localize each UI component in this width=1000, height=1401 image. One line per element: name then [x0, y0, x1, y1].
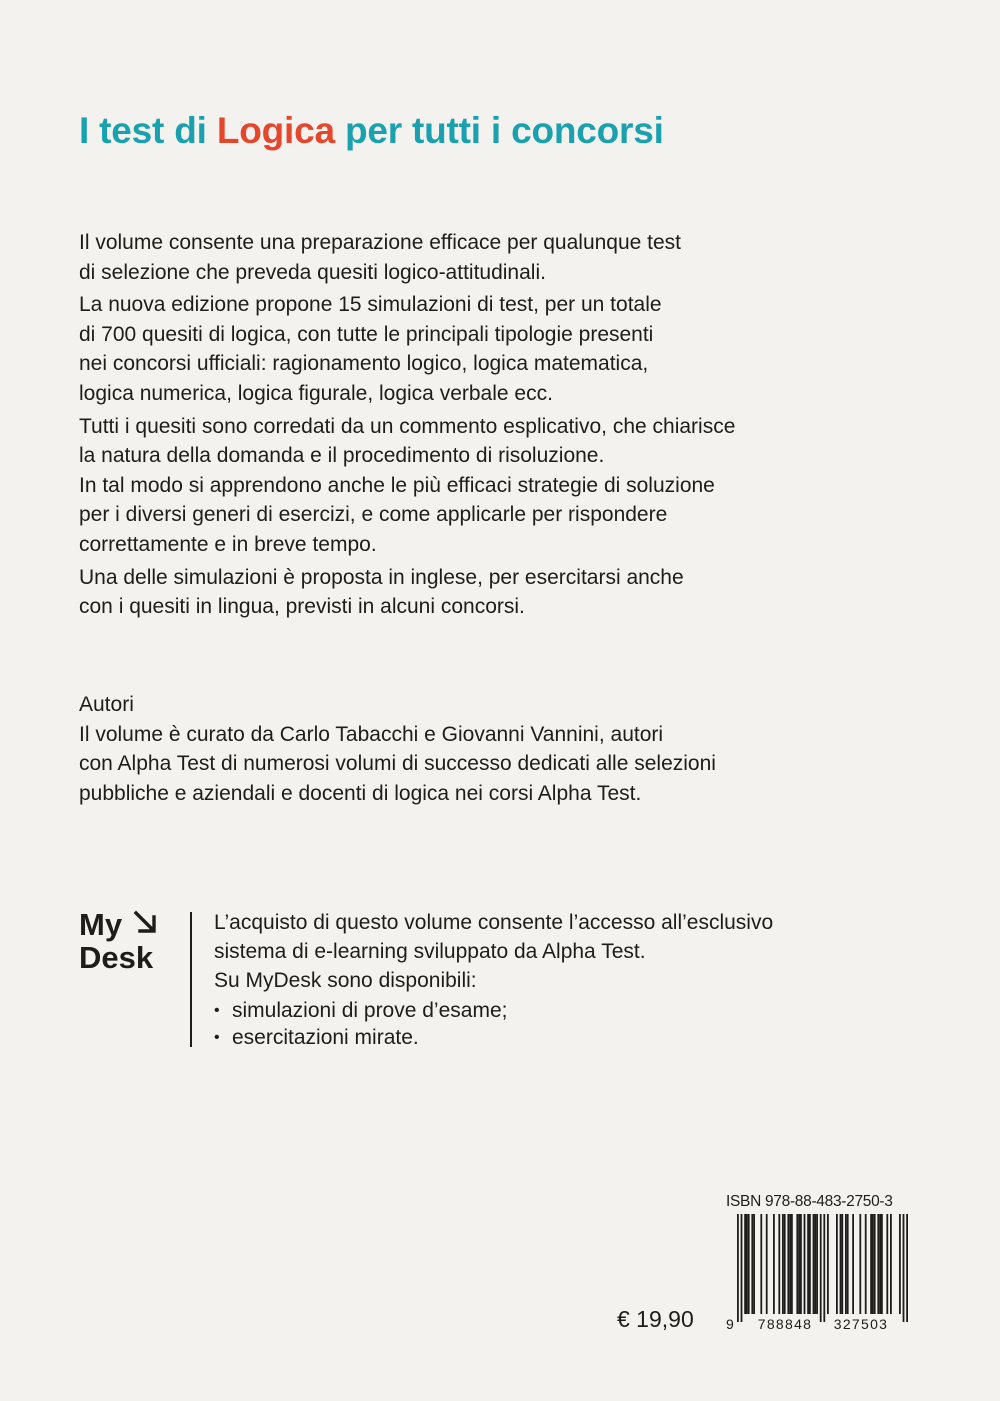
barcode-bar [859, 1214, 861, 1314]
description-line: di selezione che preveda quesiti logico-attitudinali. [79, 260, 546, 284]
barcode-bar [784, 1214, 786, 1314]
barcode-bar [773, 1214, 775, 1314]
barcode-bar [753, 1214, 755, 1314]
description-line: In tal modo si apprendono anche le più efficaci strategie di soluzione [79, 473, 715, 497]
barcode-bar [820, 1214, 822, 1322]
barcode-bar [906, 1214, 908, 1322]
barcode-bar [807, 1214, 809, 1314]
barcode-bar [890, 1214, 892, 1314]
mydesk-line: sistema di e-learning sviluppato da Alpha Test. [214, 940, 646, 963]
barcode-bar [816, 1214, 818, 1314]
description [79, 228, 879, 625]
barcode-bar [899, 1214, 901, 1314]
list-item [214, 1024, 914, 1051]
barcode-bar [800, 1214, 802, 1314]
barcode-bar [748, 1214, 750, 1314]
mydesk-logo-desk: Desk [79, 940, 154, 975]
bullet-icon: • [214, 1002, 220, 1019]
description-line: Il volume consente una preparazione efficace per qualunque test [79, 231, 682, 254]
barcode-bar [872, 1214, 874, 1314]
authors-line: Il volume è curato da Carlo Tabacchi e Giovanni Vannini, autori [79, 722, 664, 746]
barcode-bar [741, 1214, 743, 1322]
barcode-bar [787, 1214, 789, 1314]
barcode-bar [845, 1214, 847, 1314]
description-line: per i diversi generi di esercizi, e come applicarle per rispondere [79, 503, 668, 527]
barcode-right-digits: 327503 [833, 1316, 889, 1332]
barcode-bar [881, 1214, 883, 1314]
arrow-down-right-icon [132, 909, 160, 937]
barcode-bar [813, 1214, 815, 1314]
barcode-bar [744, 1214, 746, 1314]
description-paragraph [79, 412, 879, 560]
title-highlight: Logica [216, 110, 335, 151]
barcode-bar [751, 1214, 753, 1314]
isbn-label: ISBN 978-88-483-2750-3 [726, 1193, 893, 1210]
barcode-bar [814, 1214, 816, 1314]
barcode-bars [737, 1214, 908, 1322]
barcode-bar [823, 1214, 825, 1322]
mydesk-features-list [214, 997, 914, 1051]
barcode-bar [879, 1214, 881, 1314]
barcode-bar [789, 1214, 791, 1314]
barcode-left-digits: 788848 [757, 1316, 813, 1332]
barcode-bar [804, 1214, 806, 1314]
mydesk-logo-row1 [79, 908, 179, 941]
description-line: di 700 quesiti di logica, con tutte le principali tipologie presenti [79, 322, 654, 346]
barcode-bar [782, 1214, 784, 1314]
barcode-lead-digit: 9 [726, 1316, 734, 1332]
page-title [79, 110, 664, 152]
barcode-bar [903, 1214, 905, 1322]
mydesk-line: Su MyDesk sono disponibili: [214, 969, 477, 992]
barcode-bar [852, 1214, 854, 1314]
description-line: nei concorsi ufficiali: ragionamento logico, logica matematica, [79, 352, 649, 376]
title-part2: per tutti i concorsi [334, 110, 664, 151]
barcode-bar [877, 1214, 879, 1314]
authors-heading: Autori [79, 693, 134, 716]
description-line: Una delle simulazioni è proposta in inglese, per esercitarsi anche [79, 565, 684, 589]
list-item-text: simulazioni di prove d’esame; [232, 999, 508, 1022]
bullet-icon: • [214, 1029, 220, 1046]
description-paragraph [79, 228, 879, 287]
authors-line: con Alpha Test di numerosi volumi di successo dedicati alle selezioni [79, 752, 716, 776]
description-line: con i quesiti in lingua, previsti in alcuni concorsi. [79, 595, 525, 619]
authors-line: pubbliche e aziendali e docenti di logica nei corsi Alpha Test. [79, 781, 642, 805]
barcode-bar [766, 1214, 768, 1314]
list-item [214, 997, 914, 1024]
description-line: La nuova edizione propone 15 simulazioni di test, per un totale [79, 293, 662, 317]
title-part1: I test di [79, 110, 217, 151]
barcode-bar [847, 1214, 849, 1314]
mydesk-divider [190, 912, 192, 1047]
mydesk-intro [214, 908, 914, 995]
description-line: correttamente e in breve tempo. [79, 532, 377, 556]
description-line: Tutti i quesiti sono corredati da un commento esplicativo, che chiarisce [79, 414, 736, 438]
barcode-bar [760, 1214, 762, 1314]
mydesk-logo-my: My [79, 907, 123, 942]
mydesk-line: L’acquisto di questo volume consente l’accesso all’esclusivo [214, 911, 774, 934]
barcode-bar [886, 1214, 888, 1314]
barcode-bar [836, 1214, 838, 1314]
barcode [726, 1214, 910, 1332]
barcode-bar [791, 1214, 793, 1314]
barcode-bar [809, 1214, 811, 1314]
description-paragraph [79, 290, 879, 408]
barcode-bar [737, 1214, 739, 1322]
description-line: la natura della domanda e il procedimento di risoluzione. [79, 444, 605, 468]
mydesk-description [214, 908, 914, 1051]
description-line: logica numerica, logica figurale, logica verbale ecc. [79, 381, 553, 405]
list-item-text: esercitazioni mirate. [232, 1026, 419, 1049]
authors-section [79, 690, 879, 808]
authors-text [79, 720, 879, 809]
barcode-bar [841, 1214, 843, 1314]
barcode-bar [746, 1214, 748, 1314]
barcode-bar [865, 1214, 867, 1314]
barcode-bar [874, 1214, 876, 1314]
description-paragraph [79, 563, 879, 622]
barcode-bar [870, 1214, 872, 1314]
barcode-bar [798, 1214, 800, 1314]
barcode-bar [840, 1214, 842, 1314]
barcode-bar [778, 1214, 780, 1314]
mydesk-logo [79, 908, 179, 974]
barcode-bar [796, 1214, 798, 1314]
price-label: € 19,90 [617, 1306, 694, 1332]
barcode-bar [827, 1214, 829, 1314]
